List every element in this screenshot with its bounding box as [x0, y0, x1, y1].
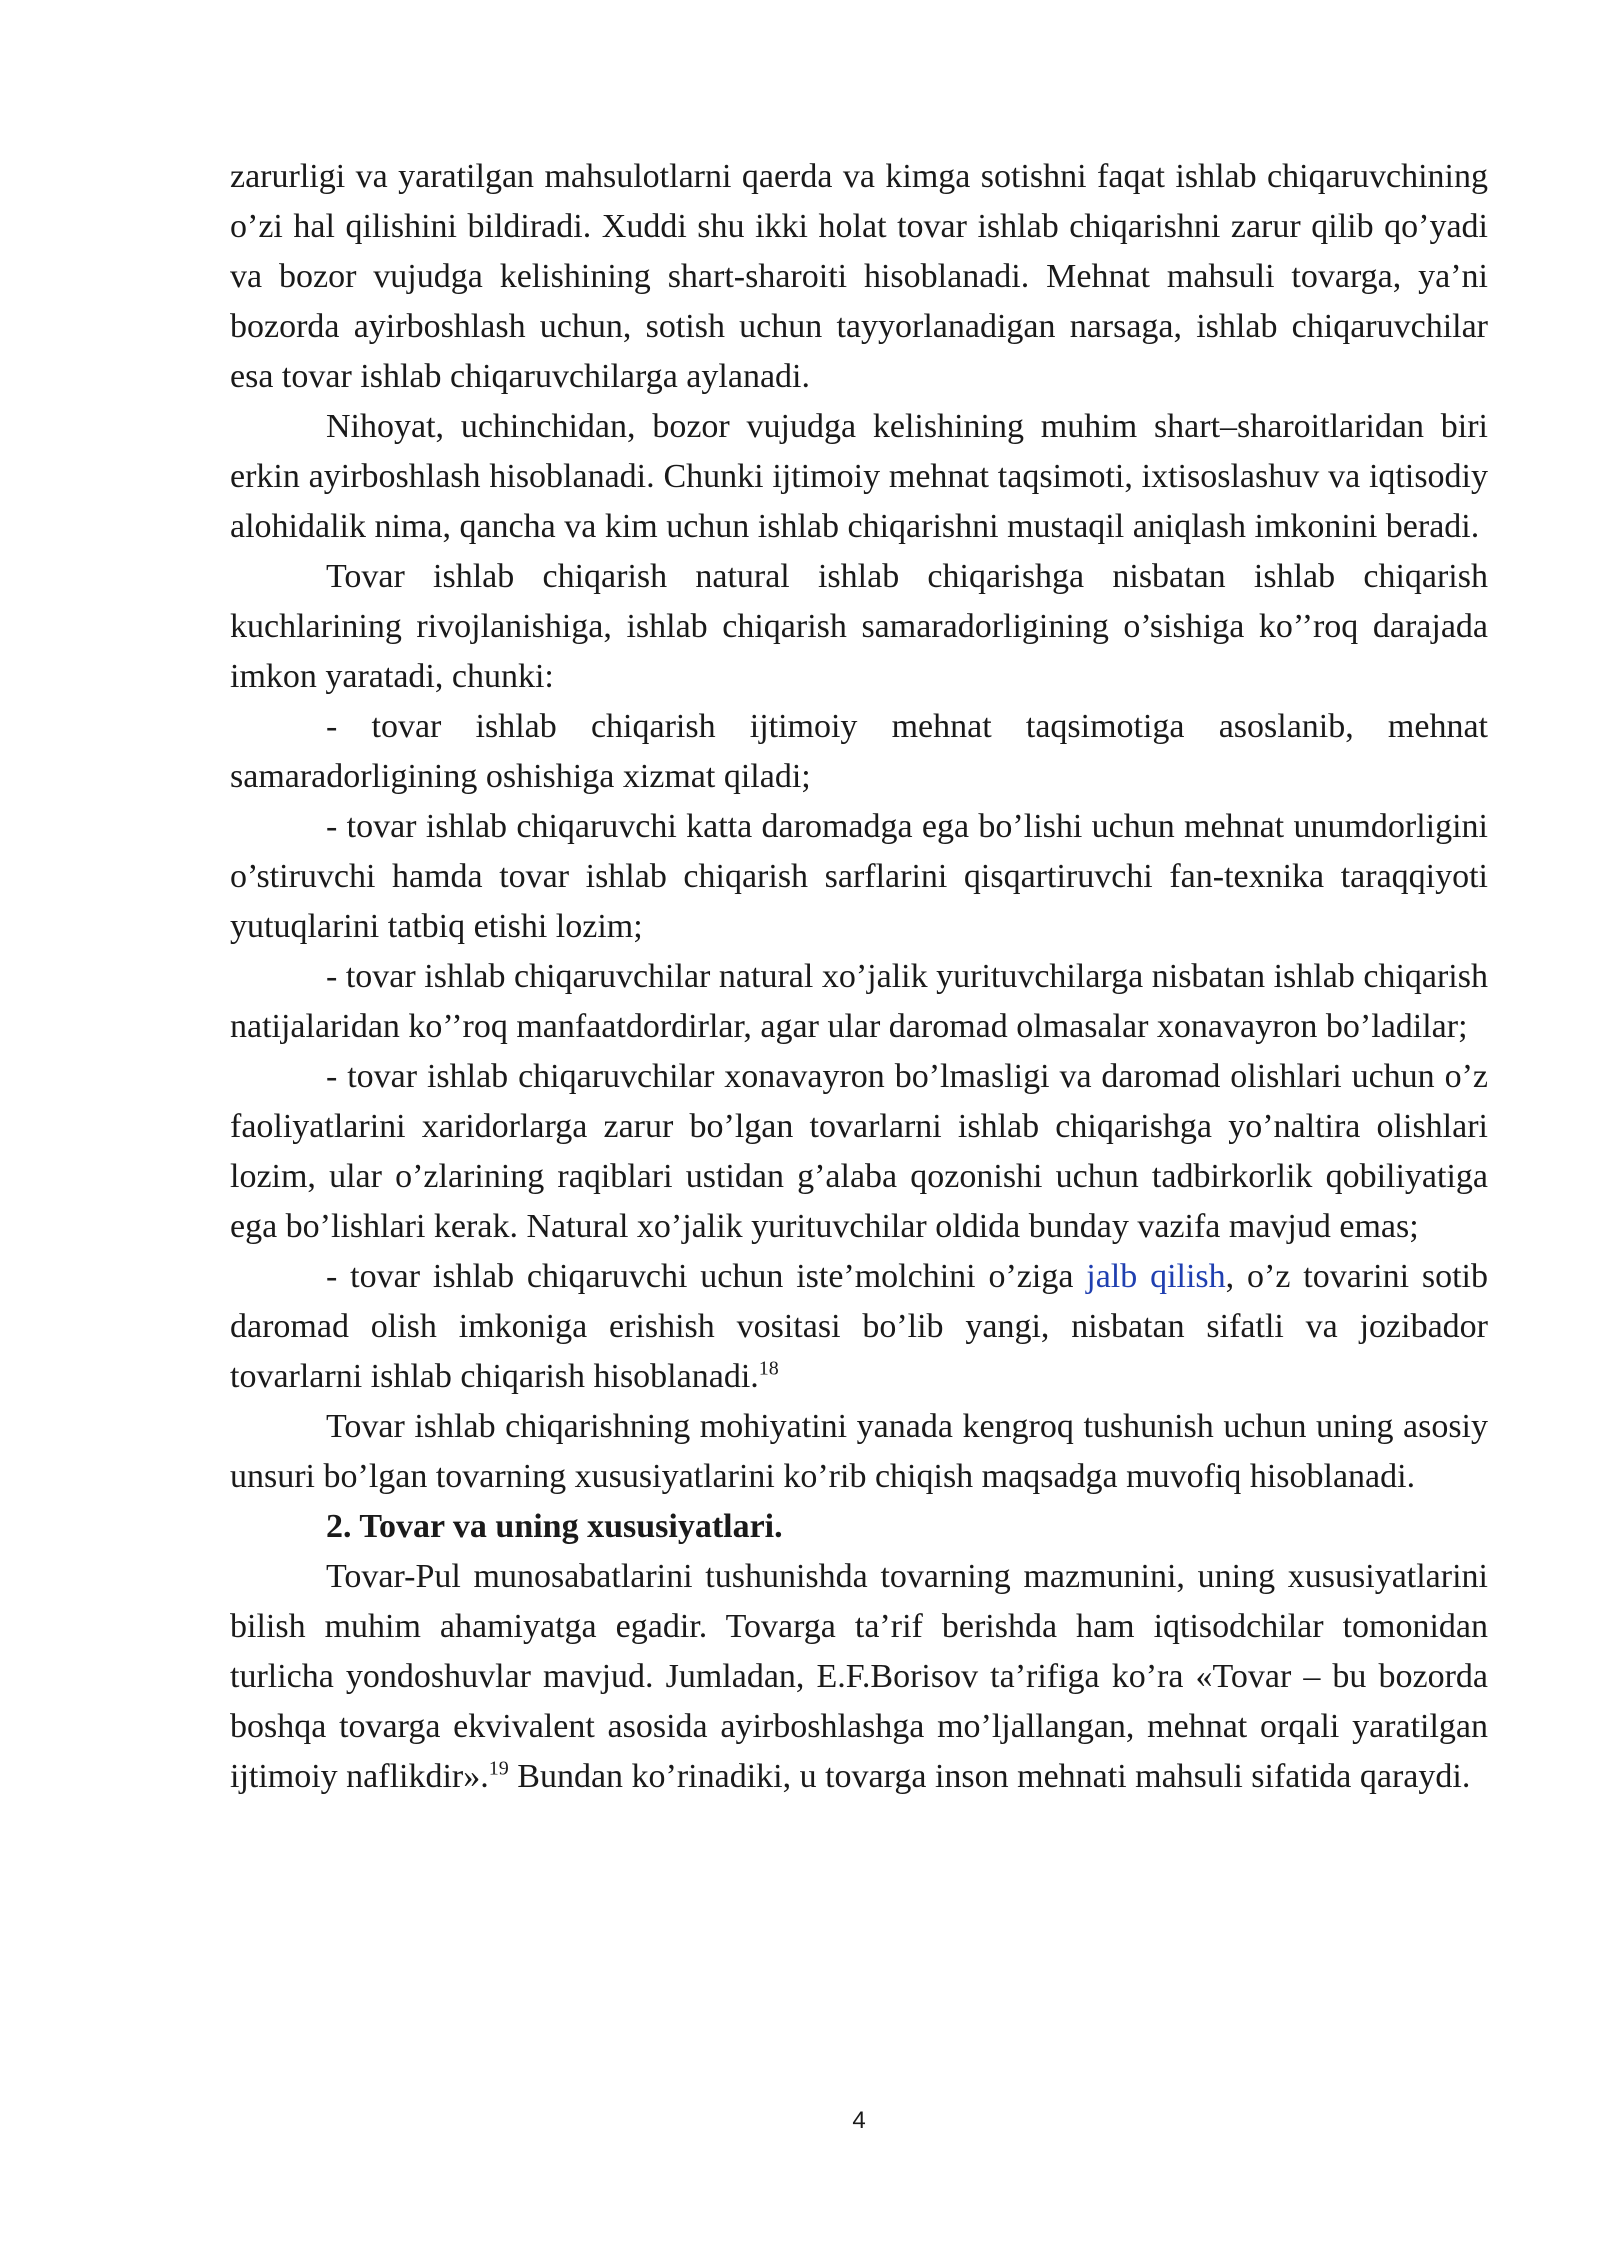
list-item-5-text-after: , o’z tovarini sotib daromad olish imkoniga erishish vositasi bo’lib yangi, nisbatan sifatli va jozibador tovarlarni ishlab chiqarish hisoblanadi.: [230, 1258, 1488, 1395]
paragraph-3: Tovar ishlab chiqarish natural ishlab chiqarishga nisbatan ishlab chiqarish kuchlarining rivojlanishiga, ishlab chiqarish samaradorligining o’sishiga ko’’roq darajada imkon yaratadi, chunki:: [230, 558, 1488, 695]
paragraph-4: Tovar ishlab chiqarishning mohiyatini yanada kengroq tushunish uchun uning asosiy unsuri bo’lgan tovarning xususiyatlarini ko’rib chiqish maqsadga muvofiq hisoblanadi.: [230, 1408, 1488, 1495]
section-heading: 2. Tovar va uning xususiyatlari.: [326, 1508, 783, 1545]
list-item-3: - tovar ishlab chiqaruvchilar natural xo’jalik yurituvchilarga nisbatan ishlab chiqarish natijalaridan ko’’roq manfaatdordirlar, agar ular daromad olmasalar xonavayron bo’ladilar;: [230, 958, 1488, 1045]
paragraph-5-text-after: Bundan ko’rinadiki, u tovarga inson mehnati mahsuli sifatida qaraydi.: [508, 1758, 1471, 1795]
footnote-18[interactable]: 18: [758, 1357, 779, 1380]
list-item-5: [230, 1252, 1488, 1402]
paragraph-1: zarurligi va yaratilgan mahsulotlarni qaerda va kimga sotishni faqat ishlab chiqaruvchining o’zi hal qilishini bildiradi. Xuddi shu ikki holat tovar ishlab chiqarishni zarur qilib qo’yadi va bozor vujudga kelishining shart-sharoiti hisoblanadi. Mehnat mahsuli tovarga, ya’ni bozorda ayirboshlash uchun, sotish uchun tayyorlanadigan narsaga, ishlab chiqaruvchilar esa tovar ishlab chiqaruvchilarga aylanadi.: [230, 158, 1488, 395]
list-item-2: - tovar ishlab chiqaruvchi katta daromadga ega bo’lishi uchun mehnat unumdorligini o’stiruvchi hamda tovar ishlab chiqarish sarflarini qisqartiruvchi fan-texnika taraqqiyoti yutuqlarini tatbiq etishi lozim;: [230, 808, 1488, 945]
paragraph-2: Nihoyat, uchinchidan, bozor vujudga kelishining muhim shart–sharoitlaridan biri erkin ayirboshlash hisoblanadi. Chunki ijtimoiy mehnat taqsimoti, ixtisoslashuv va iqtisodiy alohidalik nima, qancha va kim uchun ishlab chiqarishni mustaqil aniqlash imkonini beradi.: [230, 408, 1488, 545]
paragraph-5: [230, 1552, 1488, 1802]
list-item-4: - tovar ishlab chiqaruvchilar xonavayron bo’lmasligi va daromad olishlari uchun o’z faoliyatlarini xaridorlarga zarur bo’lgan tovarlarni ishlab chiqarishga yo’naltira olishlari lozim, ular o’zlarining raqiblari ustidan g’alaba qozonishi uchun tadbirkorlik qobiliyatiga ega bo’lishlari kerak. Natural xo’jalik yurituvchilar oldida bunday vazifa mavjud emas;: [230, 1058, 1488, 1245]
list-item-5-text-before: - tovar ishlab chiqaruvchi uchun iste’molchini o’ziga: [326, 1258, 1087, 1295]
paragraph-5-text-before: Tovar-Pul munosabatlarini tushunishda tovarning mazmunini, uning xususiyatlarini bilish muhim ahamiyatga egadir. Tovarga ta’rif berishda ham iqtisodchilar tomonidan turlicha yondoshuvlar mavjud. Jumladan, E.F.Borisov ta’rifiga ko’ra «Tovar – bu bozorda boshqa tovarga ekvivalent asosida ayirboshlashga mo’ljallangan, mehnat orqali yaratilgan ijtimoiy naflikdir».: [230, 1558, 1488, 1795]
page-number: 4: [852, 2107, 866, 2134]
document-body: [230, 152, 1488, 1802]
footnote-19[interactable]: 19: [488, 1757, 509, 1780]
jalb-qilish-link[interactable]: jalb qilish: [1086, 1258, 1226, 1295]
list-item-1: - tovar ishlab chiqarish ijtimoiy mehnat taqsimotiga asoslanib, mehnat samaradorligining oshishiga xizmat qiladi;: [230, 708, 1488, 795]
